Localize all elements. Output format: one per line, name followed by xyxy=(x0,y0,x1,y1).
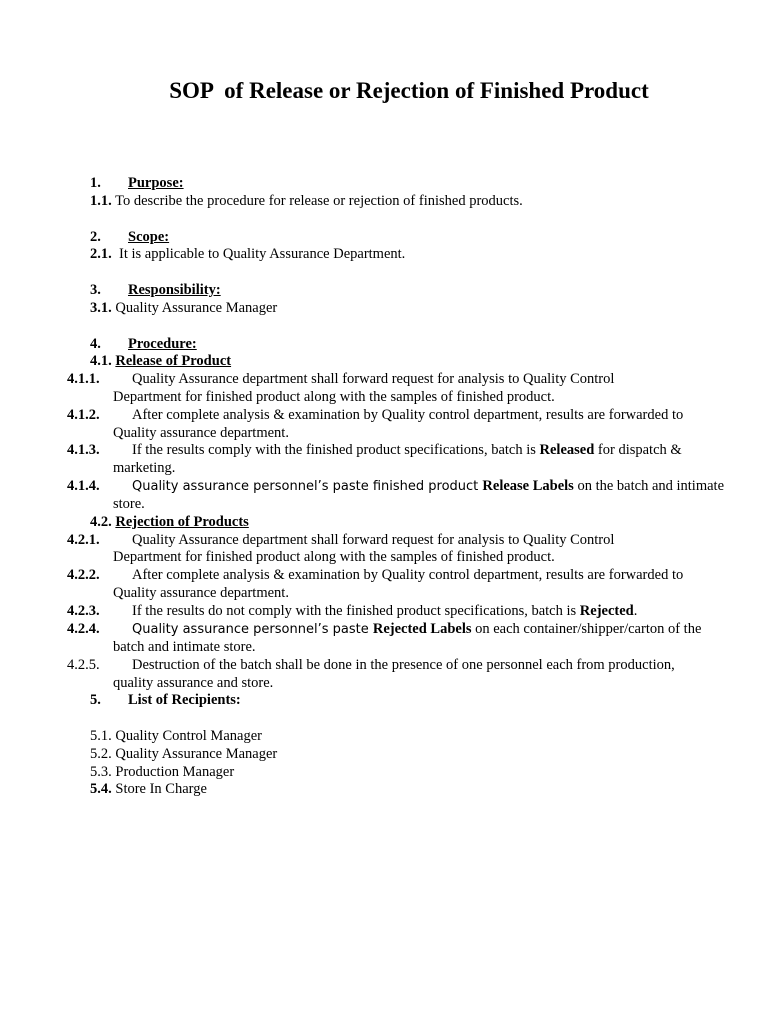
item-4-2-4-line1 xyxy=(132,620,701,639)
item-4-1-4-text-pre: Quality assurance personnel’s paste finished product xyxy=(132,479,483,494)
item-1-1 xyxy=(90,192,523,210)
recipient-number: 5.3. xyxy=(90,764,112,780)
item-2-1 xyxy=(90,245,405,263)
item-4-2-5-number: 4.2.5. xyxy=(67,657,100,673)
section-2-number: 2. xyxy=(90,229,101,245)
recipient-number: 5.4. xyxy=(90,781,112,797)
recipient-item xyxy=(90,780,207,798)
document-title: SOP of Release or Rejection of Finished Product xyxy=(169,78,649,103)
item-4-1-3-text-bold: Released xyxy=(539,442,595,458)
recipient-item xyxy=(90,763,234,781)
item-4-2-5-line1: Destruction of the batch shall be done in the presence of one personnel each from production, xyxy=(132,657,675,673)
item-4-1-2-line1: After complete analysis & examination by Quality control department, results are forwarded to xyxy=(132,407,684,423)
item-4-1-1-line1: Quality Assurance department shall forward request for analysis to Quality Control xyxy=(132,371,615,387)
recipient-text: Quality Assurance Manager xyxy=(115,746,278,762)
item-4-1-4-line1 xyxy=(132,477,724,496)
item-3-1-number: 3.1. xyxy=(90,300,112,316)
subsection-4-1-title: Release of Product xyxy=(115,353,232,369)
item-4-2-4-text-bold: Rejected Labels xyxy=(372,621,472,637)
section-1-number: 1. xyxy=(90,175,101,191)
section-5-heading: List of Recipients: xyxy=(128,692,241,708)
item-2-1-text: It is applicable to Quality Assurance Department. xyxy=(119,246,406,262)
item-4-2-4-text-pre: Quality assurance personnel’s paste xyxy=(132,622,373,637)
item-4-1-3-line2: marketing. xyxy=(113,460,176,476)
subsection-4-1 xyxy=(90,352,231,370)
item-4-2-4-text-post: on each container/shipper/carton of the xyxy=(471,621,702,637)
item-4-2-5-line2: quality assurance and store. xyxy=(113,675,274,691)
section-5-number: 5. xyxy=(90,692,101,708)
item-4-2-4-line2: batch and intimate store. xyxy=(113,639,256,655)
item-4-2-3-number: 4.2.3. xyxy=(67,603,100,619)
item-3-1-text: Quality Assurance Manager xyxy=(115,300,278,316)
item-4-2-2-line2: Quality assurance department. xyxy=(113,585,289,601)
item-4-1-4-text-post: on the batch and intimate xyxy=(573,478,725,494)
recipient-text: Quality Control Manager xyxy=(115,728,262,744)
section-1-heading: Purpose: xyxy=(128,175,184,191)
item-4-2-3-text-pre: If the results do not comply with the finished product specifications, batch is xyxy=(132,603,580,619)
item-4-2-3-text-post: . xyxy=(633,603,638,619)
item-4-1-4-text-bold: Release Labels xyxy=(482,478,574,494)
subsection-4-2 xyxy=(90,513,249,531)
item-4-1-4-number: 4.1.4. xyxy=(67,478,100,494)
item-4-2-1-line2: Department for finished product along with the samples of finished product. xyxy=(113,549,555,565)
item-4-1-1-line2: Department for finished product along with the samples of finished product. xyxy=(113,389,555,405)
item-4-1-3-number: 4.1.3. xyxy=(67,442,100,458)
section-3-heading: Responsibility: xyxy=(128,282,221,298)
item-4-1-3-text-pre: If the results comply with the finished product specifications, batch is xyxy=(132,442,540,458)
item-4-2-1-number: 4.2.1. xyxy=(67,532,100,548)
section-2-heading: Scope: xyxy=(128,229,170,245)
recipient-item xyxy=(90,727,262,745)
item-4-1-3-text-post: for dispatch & xyxy=(594,442,682,458)
recipient-item xyxy=(90,745,277,763)
subsection-4-1-number: 4.1. xyxy=(90,353,112,369)
recipient-number: 5.2. xyxy=(90,746,112,762)
item-3-1 xyxy=(90,299,277,317)
item-4-1-2-number: 4.1.2. xyxy=(67,407,100,423)
section-3-number: 3. xyxy=(90,282,101,298)
item-4-2-2-number: 4.2.2. xyxy=(67,567,100,583)
item-4-2-4-number: 4.2.4. xyxy=(67,621,100,637)
recipient-number: 5.1. xyxy=(90,728,112,744)
section-4-number: 4. xyxy=(90,336,101,352)
item-4-1-1-number: 4.1.1. xyxy=(67,371,100,387)
item-4-2-2-line1: After complete analysis & examination by Quality control department, results are forwarded to xyxy=(132,567,684,583)
item-4-1-4-line2: store. xyxy=(113,496,145,512)
recipient-text: Production Manager xyxy=(115,764,235,780)
item-4-1-2-line2: Quality assurance department. xyxy=(113,425,289,441)
section-4-heading: Procedure: xyxy=(128,336,197,352)
item-4-2-3-line1 xyxy=(132,602,637,620)
item-4-2-3-text-bold: Rejected xyxy=(579,603,634,619)
item-1-1-number: 1.1. xyxy=(90,193,112,209)
recipient-text: Store In Charge xyxy=(115,781,207,797)
subsection-4-2-title: Rejection of Products xyxy=(115,514,249,530)
item-4-2-1-line1: Quality Assurance department shall forward request for analysis to Quality Control xyxy=(132,532,615,548)
subsection-4-2-number: 4.2. xyxy=(90,514,112,530)
item-2-1-number: 2.1. xyxy=(90,246,112,262)
item-4-1-3-line1 xyxy=(132,441,682,459)
item-1-1-text: To describe the procedure for release or rejection of finished products. xyxy=(115,193,523,209)
